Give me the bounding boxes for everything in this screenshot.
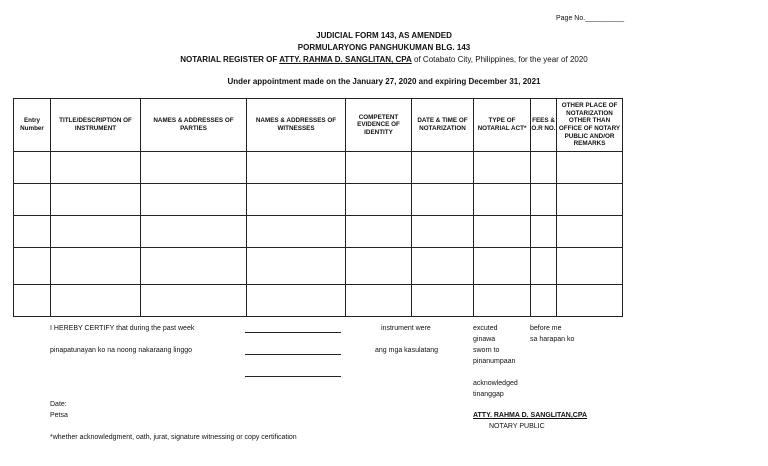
col-witnesses: NAMES & ADDRESSES OF WITNESSES [247, 99, 346, 152]
col-notarial-act: TYPE OF NOTARIAL ACT* [474, 99, 531, 152]
blank-line-3[interactable] [245, 376, 341, 377]
table-row [14, 152, 623, 184]
col-other-place: OTHER PLACE OF NOTARIZATION OTHER THAN OFFICE OF NOTARY PUBLIC AND/OR REMARKS [557, 99, 623, 152]
notarial-register-table [13, 98, 623, 317]
col-parties: NAMES & ADDRESSES OF PARTIES [141, 99, 247, 152]
before-me-text: before me [530, 325, 562, 332]
table-row [14, 216, 623, 248]
footnote: *whether acknowledgment, oath, jurat, signature witnessing or copy certification [50, 434, 297, 441]
signatory-name: ATTY. RAHMA D. SANGLITAN,CPA [473, 412, 588, 419]
col-fees: FEES & O.R NO. [531, 99, 557, 152]
ginawa-text: ginawa [473, 336, 496, 343]
instrument-text-tagalog: ang mga kasulatang [375, 347, 439, 354]
excuted-text: excuted [473, 325, 498, 332]
acknowledged-text: acknowledged [473, 380, 518, 387]
petsa-label: Petsa [50, 412, 68, 419]
notary-name: ATTY. RAHMA D. SANGLITAN, CPA [279, 55, 412, 64]
page-number: Page No.__________ [556, 15, 625, 22]
table-row [14, 248, 623, 285]
instrument-text: instrument were [381, 325, 431, 332]
form-title: JUDICIAL FORM 143, AS AMENDED [316, 31, 452, 40]
col-title-description: TITLE/DESCRIPTION OF INSTRUMENT [51, 99, 141, 152]
table-row [14, 184, 623, 216]
register-heading-pre: NOTARIAL REGISTER OF [180, 55, 280, 64]
certify-text: I HEREBY CERTIFY that during the past week [50, 325, 195, 332]
sworn-text: sworn to [473, 347, 500, 354]
table-header-row [14, 99, 623, 152]
register-heading [0, 55, 768, 64]
signatory-title: NOTARY PUBLIC [489, 423, 545, 430]
blank-line-1[interactable] [245, 332, 341, 333]
table-row [14, 285, 623, 317]
appointment-line: Under appointment made on the January 27, 2020 and expiring December 31, 2021 [227, 77, 541, 86]
certify-text-tagalog: pinapatunayan ko na noong nakaraang linggo [50, 347, 193, 354]
form-title-tagalog: PORMULARYONG PANGHUKUMAN BLG. 143 [297, 43, 471, 52]
register-heading-post: of Cotabato City, Philippines, for the year of 2020 [411, 55, 588, 64]
harapan-text: sa harapan ko [530, 336, 575, 343]
col-entry-number: Entry Number [14, 99, 51, 152]
col-evidence-identity: COMPETENT EVIDENCE OF IDENTITY [346, 99, 412, 152]
col-date-time: DATE & TIME OF NOTARIZATION [412, 99, 474, 152]
pinanumpaan-text: pinanumpaan [473, 358, 516, 365]
blank-line-2[interactable] [245, 354, 341, 355]
date-label: Date: [50, 401, 67, 408]
tinanggap-text: tinanggap [473, 391, 504, 398]
